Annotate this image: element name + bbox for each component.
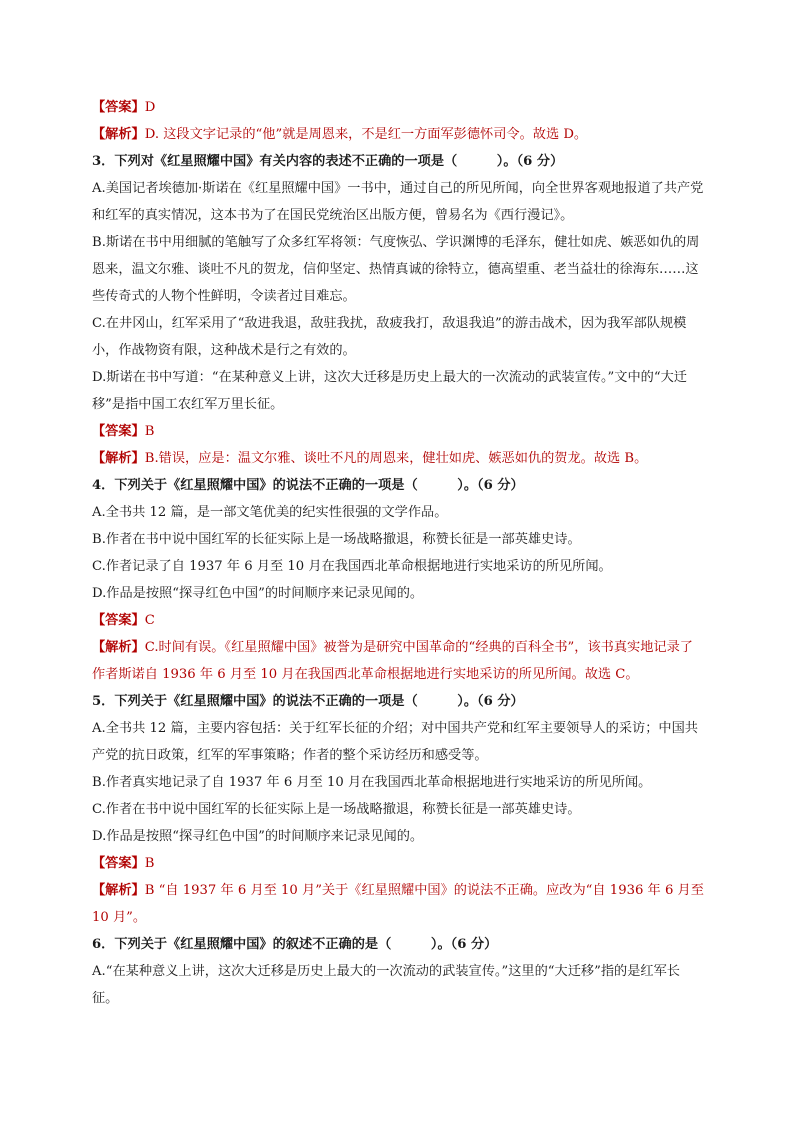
question-6-stem: 6．下列关于《红星照耀中国》的叙述不正确的是（ ）。（6 分） xyxy=(92,937,498,952)
answer-value: B xyxy=(144,424,155,439)
analysis-line xyxy=(92,445,704,472)
question-3-option-b: B.斯诺在书中用细腻的笔触写了众多红军将领：气度恢弘、学识渊博的毛泽东，健壮如虎、嫉恶如仇的周恩来，温文尔雅、谈吐不凡的贺龙，信仰坚定、热情真诚的徐特立，德高望重、老当益壮的徐海东……这些传奇式的人物个性鲜明，令读者过目难忘。 xyxy=(92,235,700,304)
question-4-option-b: B.作者在书中说中国红军的长征实际上是一场战略撤退，称赞长征是一部英雄史诗。 xyxy=(92,532,581,547)
question-4-stem: 4．下列关于《红星照耀中国》的说法不正确的一项是（ ）。（6 分） xyxy=(92,478,524,493)
question-5-option-b: B.作者真实地记录了自 1937 年 6 月至 10 月在我国西北革命根据地进行实地采访的所见所闻。 xyxy=(92,775,652,790)
document-page xyxy=(92,94,704,1012)
question-6-option-a: A.“在某种意义上讲，这次大迁移是历史上最大的一次流动的武装宣传。”这里的“大迁移”指的是红军长征。 xyxy=(92,964,680,1006)
answer-tag: 【答案】 xyxy=(92,100,145,115)
analysis-line xyxy=(92,634,704,688)
analysis-tag: 【解析】 xyxy=(92,883,145,898)
analysis-line xyxy=(92,121,704,148)
analysis-tag: 【解析】 xyxy=(92,640,145,655)
analysis-text: C.时间有误。《红星照耀中国》被誉为是研究中国革命的“经典的百科全书”，该书真实地记录了作者斯诺自 1936 年 6 月至 10 月在我国西北革命根据地进行实地采访的所见所闻。故选 C。 xyxy=(92,640,693,682)
answer-value: B xyxy=(144,856,155,871)
analysis-line xyxy=(92,877,704,931)
question-3-stem: 3．下列对《红星照耀中国》有关内容的表述不正确的一项是（ ）。（6 分） xyxy=(92,154,564,169)
analysis-tag: 【解析】 xyxy=(92,451,145,466)
question-5-stem: 5．下列关于《红星照耀中国》的说法不正确的一项是（ ）。（6 分） xyxy=(92,694,524,709)
answer-tag: 【答案】 xyxy=(92,424,145,439)
analysis-text: B “自 1937 年 6 月至 10 月”关于《红星照耀中国》的说法不正确。应改为“自 1936 年 6 月至 10 月”。 xyxy=(92,883,704,925)
answer-tag: 【答案】 xyxy=(92,856,145,871)
question-5-option-c: C.作者在书中说中国红军的长征实际上是一场战略撤退，称赞长征是一部英雄史诗。 xyxy=(92,802,581,817)
question-5-option-a: A.全书共 12 篇，主要内容包括：关于红军长征的介绍；对中国共产党和红军主要领导人的采访；中国共产党的抗日政策，红军的军事策略；作者的整个采访经历和感受等。 xyxy=(92,721,698,763)
answer-value: D xyxy=(144,100,156,115)
answer-tag: 【答案】 xyxy=(92,613,145,628)
analysis-text: D. 这段文字记录的“他”就是周恩来，不是红一方面军彭德怀司令。故选 D。 xyxy=(144,127,588,142)
answer-value: C xyxy=(144,613,155,628)
question-4-option-c: C.作者记录了自 1937 年 6 月至 10 月在我国西北革命根据地进行实地采访的所见所闻。 xyxy=(92,559,612,574)
question-3-option-c: C.在井冈山，红军采用了“敌进我退，敌驻我扰，敌疲我打，敌退我追”的游击战术，因为我军部队规模小，作战物资有限，这种战术是行之有效的。 xyxy=(92,316,687,358)
answer-line xyxy=(92,850,704,877)
answer-line xyxy=(92,94,704,121)
question-4-option-a: A.全书共 12 篇，是一部文笔优美的纪实性很强的文学作品。 xyxy=(92,505,448,520)
question-5-option-d: D.作品是按照“探寻红色中国”的时间顺序来记录见闻的。 xyxy=(92,829,424,844)
analysis-tag: 【解析】 xyxy=(92,127,145,142)
answer-line xyxy=(92,418,704,445)
analysis-text: B.错误，应是：温文尔雅、谈吐不凡的周恩来，健壮如虎、嫉恶如仇的贺龙。故选 B。 xyxy=(144,451,648,466)
answer-line xyxy=(92,607,704,634)
question-3-option-a: A.美国记者埃德加·斯诺在《红星照耀中国》一书中，通过自己的所见所闻，向全世界客观地报道了共产党和红军的真实情况，这本书为了在国民党统治区出版方便，曾易名为《西行漫记》。 xyxy=(92,181,704,223)
question-4-option-d: D.作品是按照“探寻红色中国”的时间顺序来记录见闻的。 xyxy=(92,586,424,601)
question-3-option-d: D.斯诺在书中写道：“在某种意义上讲，这次大迁移是历史上最大的一次流动的武装宣传。”文中的“大迁移”是指中国工农红军万里长征。 xyxy=(92,370,687,412)
